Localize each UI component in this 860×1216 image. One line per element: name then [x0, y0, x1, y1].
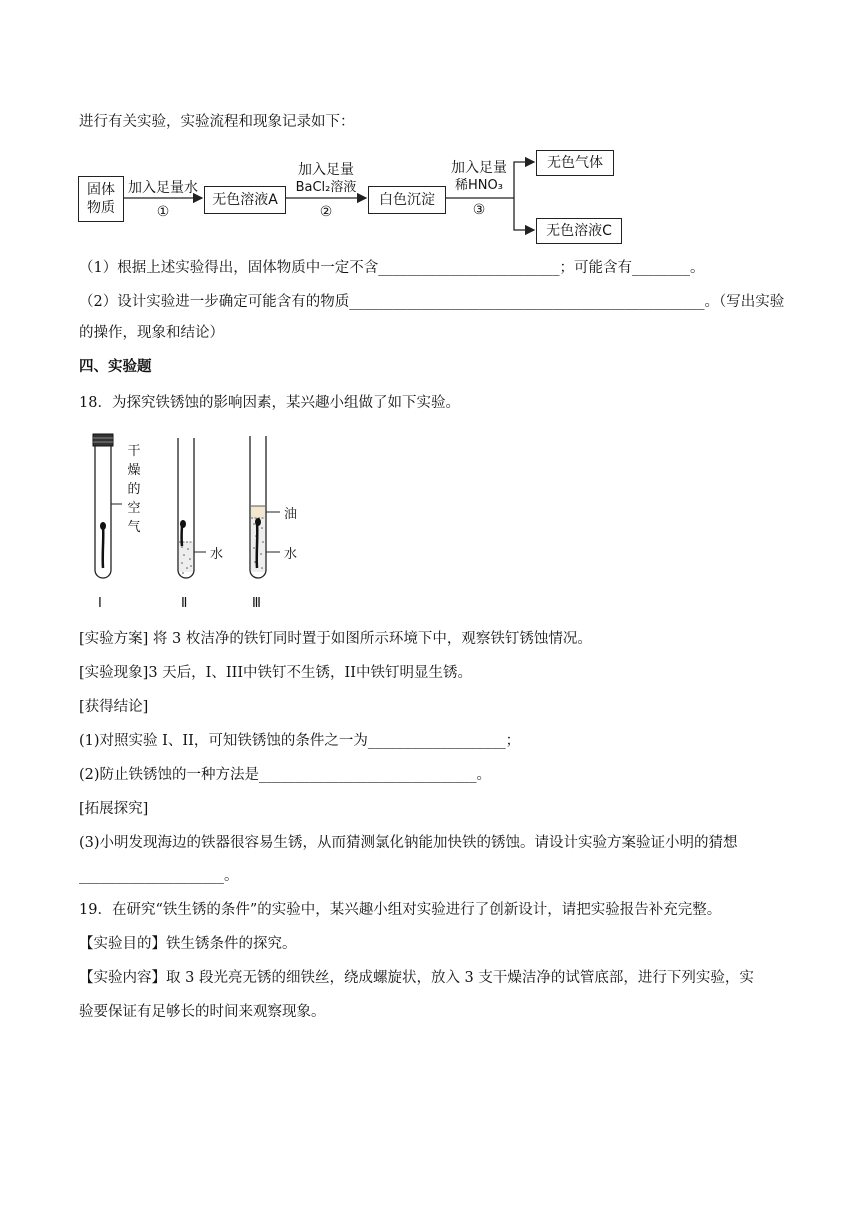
nail-1: [103, 526, 104, 568]
step2-label-a: 加入足量: [298, 162, 354, 178]
stopper: [93, 434, 113, 446]
label-oil: 油: [284, 507, 298, 522]
q18-conclusion-2: (2)防止铁锈蚀的一种方法是______________________________。: [79, 767, 492, 783]
q19-stem: 19．在研究“铁生锈的条件”的实验中，某兴趣小组对实验进行了创新设计，请把实验报告补充完整。: [79, 902, 722, 918]
nail-3: [257, 522, 258, 568]
test-tubes-figure: [78, 428, 338, 618]
label-dry-air: 干 燥 的 空 气: [127, 444, 141, 535]
q19-aim: 【实验目的】铁生锈条件的探究。: [79, 936, 297, 952]
label-water-2: 水: [210, 547, 224, 562]
label-water-3: 水: [284, 547, 298, 562]
step3-num: ③: [472, 202, 486, 218]
q17-part2-cont: 的操作，现象和结论）: [79, 325, 224, 341]
step1-label: 加入足量水: [128, 180, 198, 196]
q17-part1: （1）根据上述实验得出，固体物质中一定不含_________________________；可能含有________。: [79, 260, 705, 276]
section-four-title: 四、实验题: [79, 358, 152, 375]
q18-question-3-blank: ____________________。: [79, 868, 239, 884]
q18-phenomenon: [实验现象]3 天后，I、III中铁钉不生锈，II中铁钉明显生锈。: [79, 665, 473, 681]
tube-number-1: Ⅰ: [98, 596, 102, 611]
q19-content-cont: 验要保证有足够长的时间来观察现象。: [79, 1004, 326, 1020]
tube-number-3: Ⅲ: [252, 596, 261, 611]
q19-content: 【实验内容】取 3 段光亮无锈的细铁丝，绕成螺旋状，放入 3 支干燥洁净的试管底部，进行下列实验，实: [79, 970, 754, 986]
step3-label-a: 加入足量: [451, 160, 507, 176]
q18-conclusion-1: (1)对照实验 I、II，可知铁锈蚀的条件之一为___________________；: [79, 733, 521, 749]
water-2: [179, 542, 193, 572]
box-white-precipitate: 白色沉淀: [368, 186, 446, 214]
test-tubes-drawing: [78, 428, 338, 618]
q18-stem: 18．为探究铁锈蚀的影响因素，某兴趣小组做了如下实验。: [79, 395, 460, 411]
box-solution-a: 无色溶液A: [204, 186, 286, 214]
step3-label-b: 稀HNO₃: [455, 178, 503, 193]
q18-question-3: (3)小明发现海边的铁器很容易生锈，从而猜测氯化钠能加快铁的锈蚀。请设计实验方案验证小明的猜想: [79, 835, 738, 851]
experiment-flowchart: [78, 148, 638, 248]
step1-num: ①: [156, 204, 170, 220]
q18-extension-heading: [拓展探究]: [79, 801, 149, 817]
tube-number-2: Ⅱ: [181, 596, 188, 611]
box-solid: 固体 物质: [78, 176, 124, 222]
box-colorless-gas: 无色气体: [536, 150, 614, 176]
step2-num: ②: [319, 204, 333, 220]
box-solution-c: 无色溶液C: [536, 218, 622, 244]
intro-line: 进行有关实验，实验流程和现象记录如下：: [79, 114, 355, 130]
oil-layer: [251, 506, 265, 518]
q17-part2: （2）设计实验进一步确定可能含有的物质_________________________________________________。（写出实验: [79, 294, 785, 310]
step2-label-b: BaCl₂溶液: [295, 180, 357, 195]
q18-conclusion-heading: [获得结论]: [79, 699, 149, 715]
arrow-to-gas: [514, 162, 534, 198]
q18-plan: [实验方案] 将 3 枚洁净的铁钉同时置于如图所示环境下中，观察铁钉锈蚀情况。: [79, 631, 592, 647]
arrow-to-solution-c: [514, 198, 534, 230]
